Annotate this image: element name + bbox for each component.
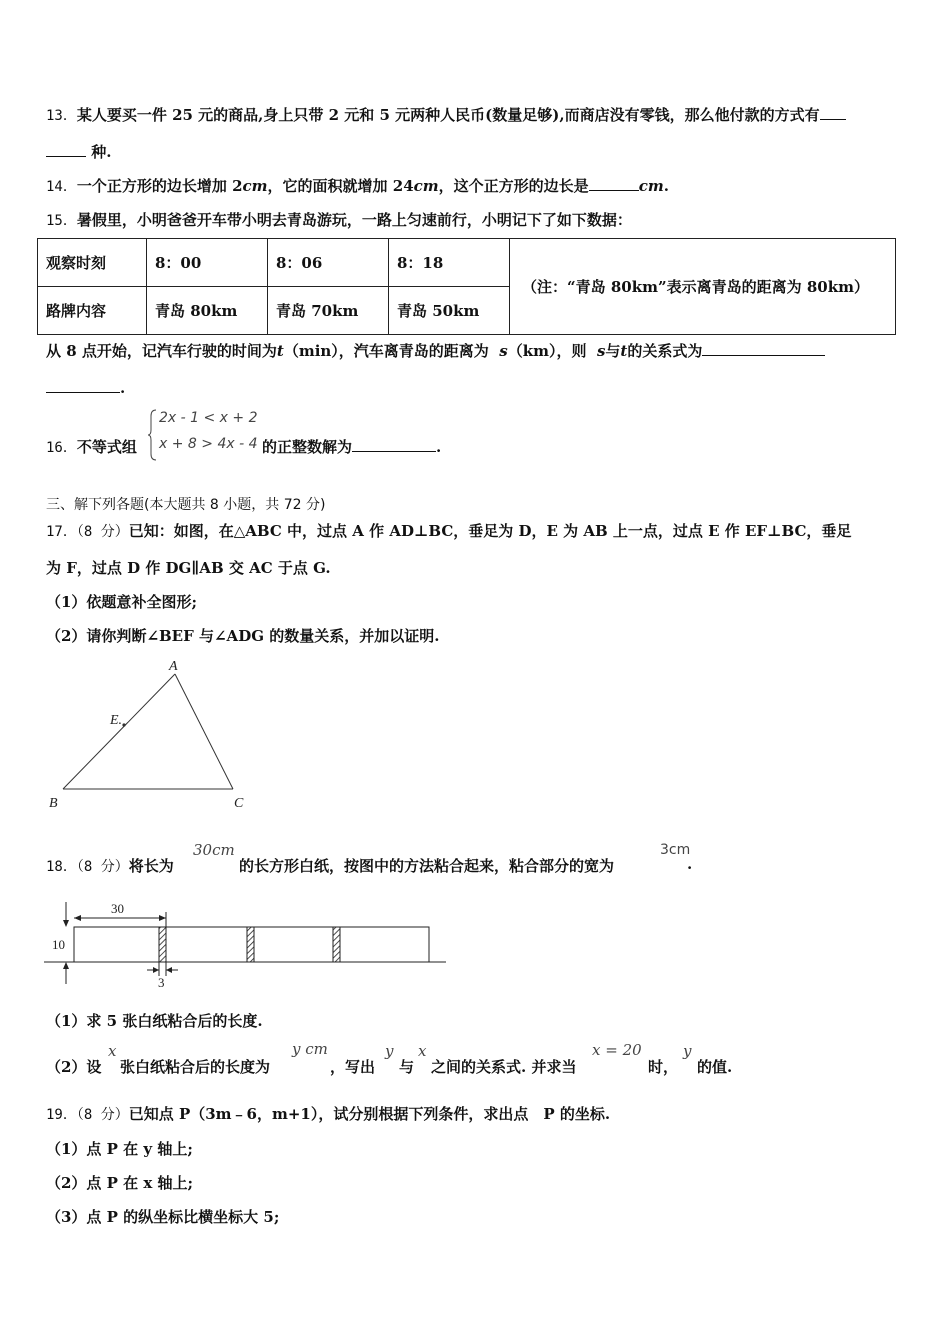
q13-line1 [46,104,846,125]
q18-var-ycm: y cm [292,1040,328,1058]
side-ac [175,674,233,789]
q17-score: （8 分） [76,524,129,540]
paper-strip-figure [44,896,446,992]
q18-width: 3cm [660,842,691,858]
q16-text2: 的正整数解为 [262,438,353,456]
q14-unit-3: cm [638,177,664,195]
q14-text-a: 一个正方形的边长增加 2 [76,177,243,195]
glue-area [159,927,166,962]
q19-part-3: （3）点 P 的纵坐标比横坐标大 5; [46,1208,280,1226]
q15-number: 15． [46,213,77,229]
q13-suffix: 种. [91,143,112,161]
table-cell: 8：06 [268,239,389,287]
q14-text-c: ，这个正方形的边长是 [438,177,589,195]
arrow-left-small [166,967,172,973]
q17-line2: 为 F，过点 D 作 DG∥AB 交 AC 于点 G. [46,559,331,577]
q16-blank [352,437,436,452]
q15-intro [46,209,632,230]
table-cell: 观察时刻 [38,239,147,287]
q15-blank-b [46,378,120,393]
q14-number: 14． [46,179,77,195]
q18-line [46,855,174,876]
label-e: E. [110,713,123,728]
q18-var-x2: x [418,1042,427,1060]
q15-after-e: 的关系式为 [627,342,703,360]
q18-condition: x = 20 [592,1041,642,1059]
label-b: B [49,796,58,811]
dim-label-30: 30 [111,901,124,916]
q15-var-t: t [276,342,284,360]
q18-part-2f: 时， [648,1058,679,1076]
q14-line [46,175,669,196]
q17-part-1: （1）依题意补全图形; [46,593,197,611]
q14-blank [589,176,639,191]
section-heading: 三、解下列各题(本大题共 8 小题，共 72 分) [46,497,326,513]
q17-number: 17． [46,524,77,540]
q19-score: （8 分） [76,1107,129,1123]
q15-var-s2: s [596,342,606,360]
q17-text1: 已知：如图，在△ABC 中，过点 A 作 AD⊥BC，垂足为 D，E 为 AB 上一点，过点 E 作 EF⊥BC，垂足 [128,522,852,540]
q16-inequality-2: x + 8 > 4x - 4 [159,436,258,452]
table-row [38,239,896,287]
table-cell: 8：00 [147,239,268,287]
q18-var-y: y [385,1042,394,1060]
q18-number: 18． [46,859,77,875]
q16-line [46,436,137,457]
q18-text-b: 的长方形白纸，按图中的方法粘合起来，粘合部分的宽为 [239,857,615,875]
label-c: C [234,796,244,811]
q18-end: . [687,855,693,873]
q19-text: 已知点 P（3m﹣6，m+1），试分别根据下列条件，求出点 P 的坐标. [128,1105,611,1123]
q13-blank-b [46,142,86,157]
q16-inequality-1: 2x - 1 < x + 2 [159,410,258,426]
table-cell: 路牌内容 [38,287,147,335]
q17-line1 [46,520,851,541]
q19-part-1: （1）点 P 在 y 轴上; [46,1140,193,1158]
arrow-right-small [153,967,159,973]
q14-unit-1: cm [242,177,268,195]
q16-brace [148,408,158,462]
q15-intro-text: 暑假里，小明爸爸开车带小明去青岛游玩，一路上匀速前行，小明记下了如下数据： [76,211,632,229]
q15-question [46,340,825,361]
q16-line-b [262,436,441,457]
q15-after-c: （km），则 [507,342,587,360]
q15-blank-a [702,341,825,356]
table-cell: 青岛 50km [389,287,510,335]
q18-part-1: （1）求 5 张白纸粘合后的长度. [46,1012,263,1030]
q16-number: 16． [46,440,77,456]
q18-var-x: x [108,1042,117,1060]
q13-text: 某人要买一件 25 元的商品,身上只带 2 元和 5 元两种人民币(数量足够),而商店没有零钱，那么他付款的方式有 [76,106,820,124]
point-e [122,723,125,726]
label-a: A [169,659,178,674]
q15-after-a: 从 8 点开始，记汽车行驶的时间为 [46,342,277,360]
q15-after-d: 与 [605,342,621,360]
q15-var-t2: t [620,342,628,360]
q16-end: . [436,438,442,456]
q18-score: （8 分） [76,859,129,875]
q18-part-2: （2）设 [46,1058,102,1076]
arrow-down [63,920,69,927]
arrow-left [74,915,81,921]
q15-after-b: （min），汽车离青岛的距离为 [283,342,489,360]
table-cell: 青岛 80km [147,287,268,335]
dim-label-3: 3 [158,975,165,990]
q19-number: 19． [46,1107,77,1123]
q18-var-y2: y [683,1042,692,1060]
glue-area [247,927,254,962]
q14-end: . [663,177,669,195]
observation-table [37,238,896,335]
q19-line [46,1103,610,1124]
table-note-cell: （注：“青岛 80km”表示离青岛的距离为 80km） [510,239,896,335]
q14-text-b: ，它的面积就增加 24 [267,177,414,195]
table-cell: 青岛 70km [268,287,389,335]
q17-part-2: （2）请你判断∠BEF 与∠ADG 的数量关系，并加以证明. [46,627,440,645]
q18-line-b [239,855,614,876]
q14-unit-2: cm [413,177,439,195]
q13-line2 [46,141,111,162]
side-ab [63,674,175,789]
q13-number: 13． [46,108,77,124]
q15-line2 [46,378,125,397]
q18-part-2d: 与 [399,1058,415,1076]
q15-var-s: s [499,342,508,360]
q18-length: 30cm [193,841,235,859]
q18-part-2g: 的值. [697,1058,733,1076]
q18-part-2e: 之间的关系式. 并求当 [431,1058,577,1076]
triangle-figure [40,652,270,822]
q13-blank-a [820,105,846,120]
q18-part-2b: 张白纸粘合后的长度为 [120,1058,271,1076]
q19-part-2: （2）点 P 在 x 轴上; [46,1174,194,1192]
q18-part-2c: ，写出 [330,1058,376,1076]
arrow-up [63,962,69,969]
arrow-right [159,915,166,921]
q18-text-a: 将长为 [128,857,174,875]
glue-area [333,927,340,962]
dim-label-10: 10 [52,937,65,952]
table-cell: 8：18 [389,239,510,287]
q16-text: 不等式组 [76,438,137,456]
q15-end: . [120,379,126,397]
